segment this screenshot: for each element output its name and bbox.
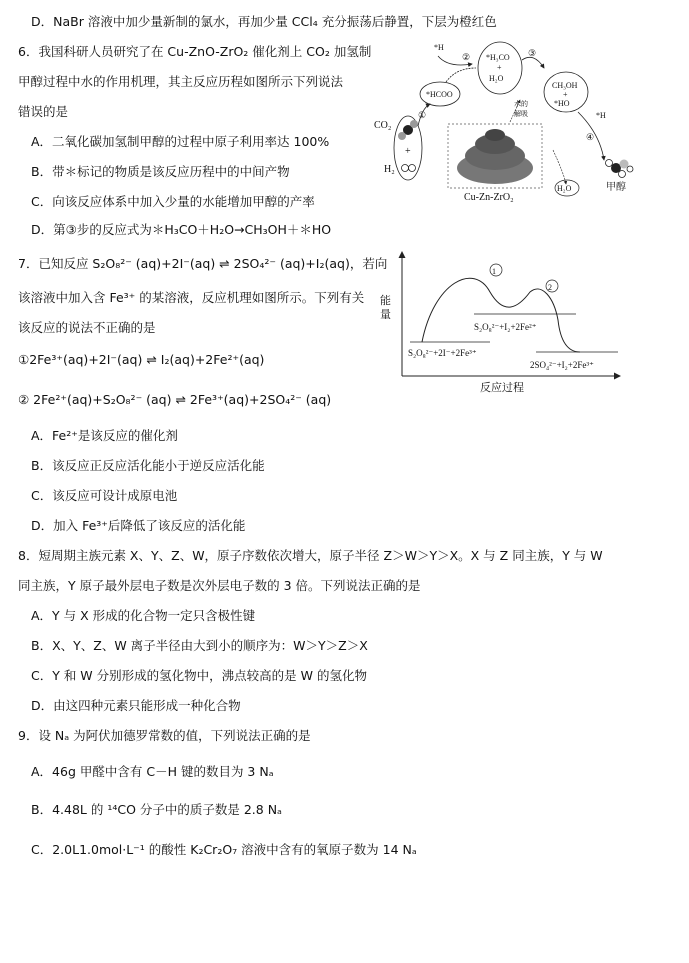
fig6-catalyst-label: Cu-Zn-ZrO₂ xyxy=(464,192,514,203)
q7-stem-line1: 7．已知反应 S₂O₈²⁻ (aq)+2I⁻(aq) ⇌ 2SO₄²⁻ (aq)+I₂(aq)，若向 xyxy=(18,256,388,271)
q7-reaction-2: ② 2Fe²⁺(aq)+S₂O₈²⁻ (aq) ⇌ 2Fe³⁺(aq)+2SO₄²⁻ (aq) xyxy=(18,392,332,407)
q8-option-a: A．Y 与 X 形成的化合物一定只含极性键 xyxy=(31,608,256,623)
fig6-h-star-right: *H xyxy=(596,111,606,120)
q8-option-c: C．Y 和 W 分别形成的氢化物中，沸点较高的是 W 的氢化物 xyxy=(31,668,367,683)
fig6-plus-3: + xyxy=(405,146,411,157)
q7-option-a: A．Fe²⁺是该反应的催化剂 xyxy=(31,428,178,443)
fig6-h-star-top: *H xyxy=(434,43,444,52)
q9-option-b: B．4.48L 的 ¹⁴CO 分子中的质子数是 2.8 Nₐ xyxy=(31,802,282,817)
q6-option-c: C．向该反应体系中加入少量的水能增加甲醇的产率 xyxy=(31,194,315,209)
fig6-step-3: ③ xyxy=(528,48,537,58)
q8-stem-line1: 8．短周期主族元素 X、Y、Z、W，原子序数依次增大，原子半径 Z＞W＞Y＞X。X 与 Z 同主族，Y 与 W xyxy=(18,548,603,563)
q9-option-c: C．2.0L1.0mol·L⁻¹ 的酸性 K₂Cr₂O₇ 溶液中含有的氧原子数为 14 Nₐ xyxy=(31,842,417,857)
fig6-h3co: *H₃CO xyxy=(486,53,510,62)
q7-option-b: B．该反应正反应活化能小于逆反应活化能 xyxy=(31,458,265,473)
fig7-xlabel: 反应过程 xyxy=(480,382,524,394)
fig6-water-note-1: 水的 xyxy=(514,100,528,108)
fig7-mid-state: S₂O₈²⁻+I₂+2Fe²⁺ xyxy=(474,322,537,332)
fig7-ylabel: 能 xyxy=(380,295,391,307)
fig6-ho: *HO xyxy=(554,99,570,108)
fig7-start-state: S₂O₈²⁻+2I⁻+2Fe³⁺ xyxy=(408,348,477,358)
q6-option-a: A．二氧化碳加氢制甲醇的过程中原子利用率达 100% xyxy=(31,134,330,149)
q6-option-d: D．第③步的反应式为＊H₃CO＋H₂O→CH₃OH＋＊HO xyxy=(31,222,332,237)
q6-mechanism-figure xyxy=(368,38,668,218)
q9-stem: 9．设 Nₐ 为阿伏加德罗常数的值，下列说法正确的是 xyxy=(18,728,311,743)
fig6-methanol: 甲醇 xyxy=(606,182,626,193)
q7-reaction-1: ①2Fe³⁺(aq)+2I⁻(aq) ⇌ I₂(aq)+2Fe²⁺(aq) xyxy=(18,352,265,367)
reaction-curve xyxy=(422,278,580,352)
fig7-peak1: 1 xyxy=(492,267,496,276)
q8-option-b: B．X、Y、Z、W 离子半径由大到小的顺序为：W＞Y＞Z＞X xyxy=(31,638,368,653)
q8-option-d: D．由这四种元素只能形成一种化合物 xyxy=(31,698,241,713)
h2-molecule-icon xyxy=(402,165,409,172)
methanol-molecule-icon xyxy=(606,160,634,178)
q6-stem-line3: 错误的是 xyxy=(18,104,69,119)
q6-stem-line1: 6．我国科研人员研究了在 Cu-ZnO-ZrO₂ 催化剂上 CO₂ 加氢制 xyxy=(18,44,372,59)
fig6-plus-2: + xyxy=(563,90,568,99)
fig6-co2: CO₂ xyxy=(374,120,392,131)
fig6-h2: H₂ xyxy=(384,164,395,175)
q7-stem-line2: 该溶液中加入含 Fe³⁺ 的某溶液，反应机理如图所示。下列有关 xyxy=(18,290,365,305)
q6-option-b: B．带＊标记的物质是该反应历程中的中间产物 xyxy=(31,164,290,179)
q7-energy-diagram xyxy=(370,248,630,396)
fig7-ylabel-2: 量 xyxy=(380,309,391,321)
q7-stem-line3: 该反应的说法不正确的是 xyxy=(18,320,156,335)
q7-option-d: D．加入 Fe³⁺后降低了该反应的活化能 xyxy=(31,518,246,533)
q8-stem-line2: 同主族，Y 原子最外层电子数是次外层电子数的 3 倍。下列说法正确的是 xyxy=(18,578,421,593)
fig6-h2o-bottom: H₂O xyxy=(557,184,572,193)
catalyst-particle-stack-icon xyxy=(457,129,533,184)
q7-option-c: C．该反应可设计成原电池 xyxy=(31,488,178,503)
fig6-h2o-top: H₂O xyxy=(489,74,504,83)
fig6-step-4: ④ xyxy=(586,132,595,142)
fig6-step-2: ② xyxy=(462,52,471,62)
q6-stem-line2: 甲醇过程中水的作用机理，其主反应历程如图所示下列说法 xyxy=(18,74,344,89)
fig7-peak2: 2 xyxy=(548,283,552,292)
fig6-water-note-2: 解吸 xyxy=(514,110,528,118)
q9-option-a: A．46g 甲醛中含有 C－H 键的数目为 3 Nₐ xyxy=(31,764,274,779)
fig6-ch3oh: CH₃OH xyxy=(552,81,578,90)
fig6-step-1: ① xyxy=(418,110,427,120)
fig6-plus-1: + xyxy=(497,63,502,72)
fig7-end-state: 2SO₄²⁻+I₂+2Fe³⁺ xyxy=(530,360,594,370)
q5-option-d: D．NaBr 溶液中加少量新制的氯水，再加少量 CCl₄ 充分振荡后静置，下层为橙红色 xyxy=(31,14,497,29)
fig6-hcoo: *HCOO xyxy=(426,90,453,99)
